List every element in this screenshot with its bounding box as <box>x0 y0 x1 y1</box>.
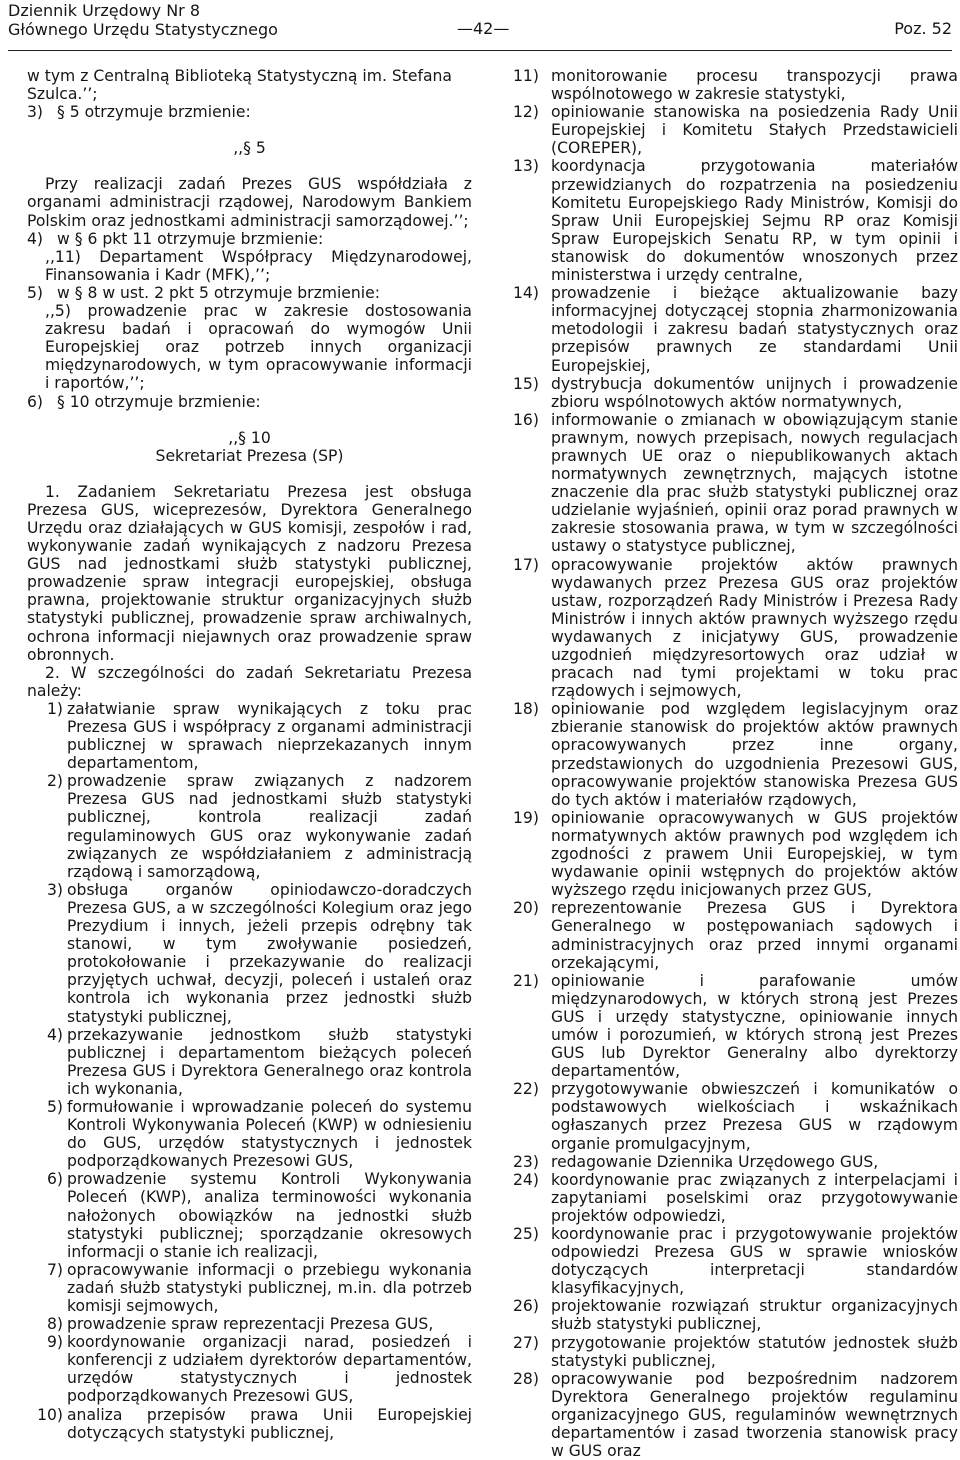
item-text: opiniowanie i parafowanie umów międzynarodowych, w których stroną jest Prezes GUS i urzędy statystyczne, opiniowanie innych umów i porozumień, w których stroną jest Prezes GUS lub Dyrektor Generalny albo dyrektorzy departamentów, <box>551 971 958 1081</box>
amendment-number: 3) <box>27 103 44 122</box>
item-number: 26) <box>513 1297 539 1316</box>
amendment-5-quote: ,,5) prowadzenie prac w zakresie dostosowania zakresu badań i opracowań do wymogów Unii Europejskiej oraz potrzeb innych organizacji międzynarodowych, w tym opracowywanie informacji i raportów,’’; <box>45 302 472 393</box>
list-item <box>513 411 958 556</box>
item-text: opracowywanie informacji o przebiegu wykonania zadań służb statystyki publicznej, m.in. dla potrzeb komisji sejmowych, <box>67 1260 472 1315</box>
section-10-heading: ,,§ 10 <box>228 428 271 447</box>
list-item <box>513 700 958 809</box>
item-number: 20) <box>513 899 539 918</box>
item-text: prowadzenie spraw związanych z nadzorem Prezesa GUS nad jednostkami służb statystyki publicznej, kontrola realizacji zadań regulaminowych GUS oraz wykonywanie zadań związanych ze współdziałaniem z administracją rządową i samorządową, <box>67 772 472 881</box>
item-number: 6) <box>46 1170 63 1189</box>
page-header <box>8 0 952 44</box>
journal-title <box>8 2 278 39</box>
item-number: 19) <box>513 808 539 827</box>
list-item <box>513 972 958 1081</box>
item-text: formułowanie i wprowadzanie poleceń do systemu Kontroli Wykonywania Poleceń (KWP) w odniesieniu do GUS, urzędów statystycznych i jednostek podporządkowanych Prezesowi GUS, <box>67 1097 472 1171</box>
list-item <box>513 1334 958 1370</box>
item-number: 4) <box>46 1025 63 1044</box>
item-text: opiniowanie opracowywanych w GUS projektów normatywnych aktów prawnych pod względem ich zgodności z prawem Unii Europejskiej, w tym wydawanie opinii wstępnych do projektów aktów wyższego rzędu inicjowanych przez GUS, <box>551 808 958 900</box>
amendment-number: 5) <box>27 283 44 302</box>
amendment-text: w § 6 pkt 11 otrzymuje brzmienie: <box>57 229 324 248</box>
section-5-text: Przy realizacji zadań Prezes GUS współdziała z organami administracji rządowej, Narodowym Bankiem Polskim oraz jednostkami administracji samorządowej.’’; <box>27 175 472 230</box>
item-text: przygotowywanie obwieszczeń i komunikatów o podstawowych wielkościach i wskaźnikach ogłaszanych przez Prezesa GUS w rządowym organie promulgacyjnym, <box>551 1080 958 1153</box>
item-number: 21) <box>513 971 539 990</box>
spacer <box>27 157 472 175</box>
item-text: koordynacja przygotowania materiałów przewidzianych do rozpatrzenia na posiedzeniu Komitetu Europejskiego Rady Ministrów, Komisji do Spraw Unii Europejskiej Sejmu RP oraz Komisji Spraw Europejskich Senatu RP, w tym opinii i stanowisk do dokumentów wnoszonych przez ministerstwa i urzędy centralne, <box>551 157 958 285</box>
left-column <box>27 67 472 1442</box>
item-text: koordynowanie organizacji narad, posiedzeń i konferencji z udziałem dyrektorów departamentów, urzędów statystycznych i jednostek podporządkowanych Prezesowi GUS, <box>67 1333 472 1406</box>
item-text: opiniowanie stanowiska na posiedzenia Rady Unii Europejskiej i Komitetu Stałych Przedstawicieli (COREPER), <box>551 103 958 158</box>
item-text: przygotowanie projektów statutów jednostek służb statystyki publicznej, <box>551 1333 958 1370</box>
section-10-title: Sekretariat Prezesa (SP) <box>155 446 344 465</box>
item-number: 9) <box>46 1333 63 1352</box>
list-item <box>35 1406 472 1442</box>
item-number: 11) <box>513 67 539 85</box>
list-item <box>513 1370 958 1460</box>
item-number: 3) <box>46 880 63 899</box>
list-item <box>513 284 958 374</box>
item-text: opiniowanie pod względem legislacyjnym oraz zbieranie stanowisk do projektów aktów prawnych opracowywanych przez inne organy, przedstawionych do uzgodnienia Prezesowi GUS, opracowywanie projektów stanowiska Prezesa GUS do tych aktów i materiałów rządowych, <box>551 700 958 809</box>
item-number: 28) <box>513 1369 539 1388</box>
list-item <box>513 103 958 157</box>
item-number: 2) <box>46 772 63 791</box>
list-item <box>513 899 958 971</box>
paragraph-2: 2. W szczególności do zadań Sekretariatu Prezesa należy: <box>27 663 472 700</box>
item-number: 23) <box>513 1152 539 1171</box>
list-item <box>35 1026 472 1098</box>
item-text: prowadzenie spraw reprezentacji Prezesa GUS, <box>67 1315 434 1334</box>
item-text: przekazywanie jednostkom służb statystyki publicznej i departamentom bieżących poleceń Prezesa GUS i Dyrektora Generalnego oraz kontrola ich wykonania, <box>67 1025 472 1098</box>
list-item <box>513 809 958 899</box>
item-number: 10) <box>37 1405 63 1424</box>
item-number: 13) <box>513 157 539 176</box>
item-text: obsługa organów opiniodawczo-doradczych Prezesa GUS, a w szczególności Kolegium oraz jego Prezydium i innych, jeżeli przepis odrębny tak stanowi, w tym zwoływanie posiedzeń, protokołowanie i przekazywanie do realizacji przyjętych uchwał, decyzji, poleceń i ustaleń oraz kontrola ich wykonania przez jednostki służb statystyki publicznej, <box>67 880 472 1026</box>
item-number: 27) <box>513 1333 539 1352</box>
item-text: informowanie o zmianach w obowiązującym stanie prawnym, nowych przepisach, nowych regulacjach prawnych UE oraz o niepublikowanych aktach normatywnych zewnętrznych, mających istotne znaczenie dla prac służb statystyki publicznej oraz udzielanie wyjaśnień, opinii oraz porad prawnych w zakresie stosowania prawa, w tym w szczególności ustawy o statystyce publicznej, <box>551 410 958 556</box>
item-text: redagowanie Dziennika Urzędowego GUS, <box>551 1152 879 1171</box>
item-text: projektowanie rozwiązań struktur organizacyjnych służb statystyki publicznej, <box>551 1297 958 1334</box>
amendment-4-quote: ,,11) Departament Współpracy Międzynarodowej, Finansowania i Kadr (MFK),’’; <box>45 247 472 284</box>
journal-title-line-1: Dziennik Urzędowy Nr 8 <box>8 1 201 20</box>
list-item <box>513 556 958 701</box>
list-item <box>35 700 472 772</box>
amendment-number: 6) <box>27 392 44 411</box>
item-text: prowadzenie i bieżące aktualizowanie bazy informacyjnej dotyczącej stopnia zharmonizowania metodologii i zakresu badań statystycznych oraz przepisów prawnych ze standardami Unii Europejskiej, <box>551 284 958 375</box>
list-item <box>513 157 958 284</box>
item-number: 15) <box>513 374 539 393</box>
spacer <box>27 465 472 483</box>
amendment-6 <box>27 393 472 411</box>
amendment-number: 4) <box>27 229 44 248</box>
item-text: dystrybucja dokumentów unijnych i prowadzenie zbioru wspólnotowych aktów normatywnych, <box>551 374 958 411</box>
amendment-5 <box>27 284 472 302</box>
item-number: 7) <box>46 1260 63 1279</box>
amendment-text: § 5 otrzymuje brzmienie: <box>57 103 251 122</box>
list-item <box>513 1297 958 1333</box>
page-number: —42— <box>457 19 510 38</box>
amendment-text: w § 8 w ust. 2 pkt 5 otrzymuje brzmienie: <box>57 283 380 302</box>
intro-line-2: Szulca.’’; <box>27 85 98 104</box>
item-text: załatwianie spraw wynikających z toku prac Prezesa GUS i współpracy z organami administracji publicznej w sprawach nieprzekazanych innym departamentom, <box>67 699 472 773</box>
paragraph-1: 1. Zadaniem Sekretariatu Prezesa jest obsługa Prezesa GUS, wiceprezesów, Dyrektora Generalnego Urzędu oraz działających w GUS komisji, zespołów i rad, wykonywanie zadań wynikających z nadzoru Prezesa GUS nad jednostkami służb statystyki publicznej, prowadzenie spraw integracji europejskiej, obsługa prawna, projektowanie struktur organizacyjnych służb statystyki publicznej, prowadzenie spraw archiwalnych, ochrona informacji niejawnych oraz prowadzenie spraw obronnych. <box>27 482 472 664</box>
item-number: 17) <box>513 555 539 574</box>
item-text: koordynowanie prac związanych z interpelacjami i zapytaniami poselskimi oraz przygotowywanie projektów odpowiedzi, <box>551 1170 958 1225</box>
item-number: 16) <box>513 410 539 429</box>
list-item <box>513 67 958 103</box>
list-item <box>35 881 472 1026</box>
item-text: prowadzenie systemu Kontroli Wykonywania Poleceń (KWP), analiza terminowości wykonania nałożonych obowiązków na jednostki służb statystyki publicznej; sporządzanie okresowych informacji o stanie ich realizacji, <box>67 1170 472 1261</box>
item-number: 24) <box>513 1170 539 1189</box>
position-number: Poz. 52 <box>894 19 952 38</box>
list-item <box>513 1225 958 1297</box>
header-divider <box>8 50 952 51</box>
item-number: 12) <box>513 103 539 122</box>
list-item <box>513 1153 958 1171</box>
list-item <box>35 1170 472 1260</box>
list-item <box>35 1315 472 1333</box>
item-text: analiza przepisów prawa Unii Europejskiej dotyczących statystyki publicznej, <box>67 1405 472 1442</box>
list-item <box>513 1171 958 1225</box>
item-text: opracowywanie pod bezpośrednim nadzorem Dyrektora Generalnego projektów regulaminu organizacyjnego GUS, regulaminów wewnętrznych departamentów i zasad tworzenia stanowisk pracy w GUS oraz <box>551 1369 958 1460</box>
list-item <box>35 1098 472 1170</box>
item-number: 14) <box>513 284 539 303</box>
amendment-3 <box>27 103 472 121</box>
section-5-heading: ,,§ 5 <box>233 139 266 158</box>
item-number: 1) <box>46 699 63 718</box>
amendment-4 <box>27 230 472 248</box>
item-number: 25) <box>513 1225 539 1243</box>
amendment-text: § 10 otrzymuje brzmienie: <box>57 392 261 411</box>
item-number: 8) <box>46 1315 63 1334</box>
intro-line-1: w tym z Centralną Biblioteką Statystyczną im. Stefana <box>27 67 452 85</box>
list-item <box>513 375 958 411</box>
list-item <box>35 1261 472 1315</box>
list-item <box>35 1333 472 1405</box>
right-column <box>513 67 958 1460</box>
spacer <box>27 121 472 139</box>
item-text: monitorowanie procesu transpozycji prawa wspólnotowego w zakresie statystyki, <box>551 67 958 104</box>
item-number: 22) <box>513 1080 539 1099</box>
item-number: 18) <box>513 700 539 719</box>
item-text: reprezentowanie Prezesa GUS i Dyrektora Generalnego w postępowaniach sądowych i administracyjnych oraz przed innymi organami orzekającymi, <box>551 899 958 972</box>
item-text: koordynowanie prac i przygotowywanie projektów odpowiedzi Prezesa GUS w sprawie wniosków dotyczących interpretacji standardów klasyfikacyjnych, <box>551 1225 958 1298</box>
item-number: 5) <box>46 1097 63 1116</box>
spacer <box>27 411 472 429</box>
list-item <box>35 772 472 881</box>
item-text: opracowywanie projektów aktów prawnych wydawanych przez Prezesa GUS oraz projektów ustaw, rozporządzeń Rady Ministrów i Prezesa Rady Ministrów i innych aktów prawnych wyższego rzędu wydawanych z inicjatywy GUS, prowadzenie uzgodnień międzyresortowych oraz udział w pracach nad tymi projektami w toku prac rządowych i sejmowych, <box>551 555 958 701</box>
list-item <box>513 1080 958 1152</box>
left-task-list <box>35 700 472 1442</box>
journal-title-line-2: Głównego Urzędu Statystycznego <box>8 19 278 39</box>
